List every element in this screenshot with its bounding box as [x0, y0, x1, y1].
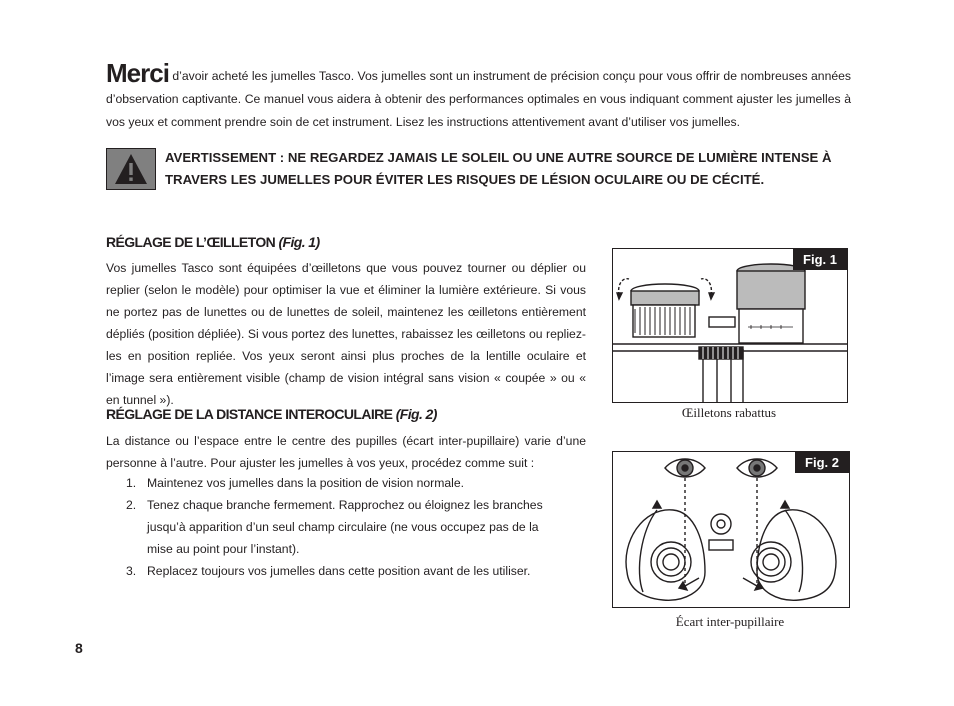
warning-text: AVERTISSEMENT : NE REGARDEZ JAMAIS LE SOLEIL OU UNE AUTRE SOURCE DE LUMIÈRE INTENSE À TRAVERS LES JUMELLES POUR ÉVITER LES RISQUES DE LÉSION OCULAIRE OU DE CÉCITÉ.: [165, 150, 832, 187]
list-item: [106, 472, 586, 494]
figure-1-caption: Œilletons rabattus: [681, 405, 777, 420]
binocular-eyecups-illustration: [613, 249, 847, 402]
step-number: 2.: [126, 498, 137, 512]
figure-1-label: Fig. 1: [793, 249, 847, 270]
intro-paragraph: [106, 58, 851, 134]
list-item: [106, 494, 586, 560]
steps-list: [106, 472, 586, 582]
section2-figure-ref: (Fig. 2): [395, 406, 437, 422]
step-text: Maintenez vos jumelles dans la position de vision normale.: [147, 476, 465, 490]
section2-body: La distance ou l’espace entre le centre des pupilles (écart inter-pupillaire) varie d’une personne à l’autre. Pour ajuster les jumelles à vos yeux, procédez comme suit :: [106, 434, 586, 470]
section2-heading: [106, 406, 437, 422]
section1-title: RÉGLAGE DE L’ŒILLETON: [106, 234, 276, 250]
figure-2: [612, 451, 850, 608]
warning-triangle-icon: [107, 149, 155, 189]
section2-title: RÉGLAGE DE LA DISTANCE INTEROCULAIRE: [106, 406, 393, 422]
page-number: 8: [75, 640, 83, 656]
figure-2-caption: Écart inter-pupillaire: [675, 614, 785, 629]
step-number: 1.: [126, 476, 137, 490]
list-item: [106, 560, 586, 582]
binocular-interpupillary-illustration: [613, 452, 849, 607]
section1-body: Vos jumelles Tasco sont équipées d’œilletons que vous pouvez tourner ou déplier ou replier (selon le modèle) pour optimiser la vue et éliminer la lumière extérieure. Si vous ne portez pas de lunettes ou de lunettes de soleil, maintenez les œilletons entièrement dépliés (position dépliée). Si vous portez des lunettes, rabaissez les œilletons ou repliez-les en position repliée. Vos yeux seront ainsi plus proches de la lentille oculaire et l’image sera entièrement visible (champ de vision intégral sans vision « coupée » ou « en tunnel »).: [106, 261, 586, 407]
step-text: Tenez chaque branche fermement. Rapprochez ou éloignez les branches jusqu’à apparition d’un seul champ circulaire (ne vous occupez pas de la mise au point pour l’instant).: [147, 498, 543, 556]
figure-2-label: Fig. 2: [795, 452, 849, 473]
intro-lead: Merci: [106, 58, 169, 88]
step-number: 3.: [126, 564, 137, 578]
step-text: Replacez toujours vos jumelles dans cette position avant de les utiliser.: [147, 564, 531, 578]
figure-1: [612, 248, 848, 403]
section1-heading: [106, 234, 320, 250]
intro-text: d’avoir acheté les jumelles Tasco. Vos jumelles sont un instrument de précision conçu pour vous offrir de nombreuses années d’observation captivante. Ce manuel vous aidera à obtenir des performances optimales en vous indiquant comment ajuster les jumelles à vos yeux et comment prendre soin de cet instrument. Lisez les instructions attentivement avant d’utiliser vos jumelles.: [106, 69, 851, 129]
warning-box: [106, 148, 156, 190]
section1-figure-ref: (Fig. 1): [278, 234, 320, 250]
